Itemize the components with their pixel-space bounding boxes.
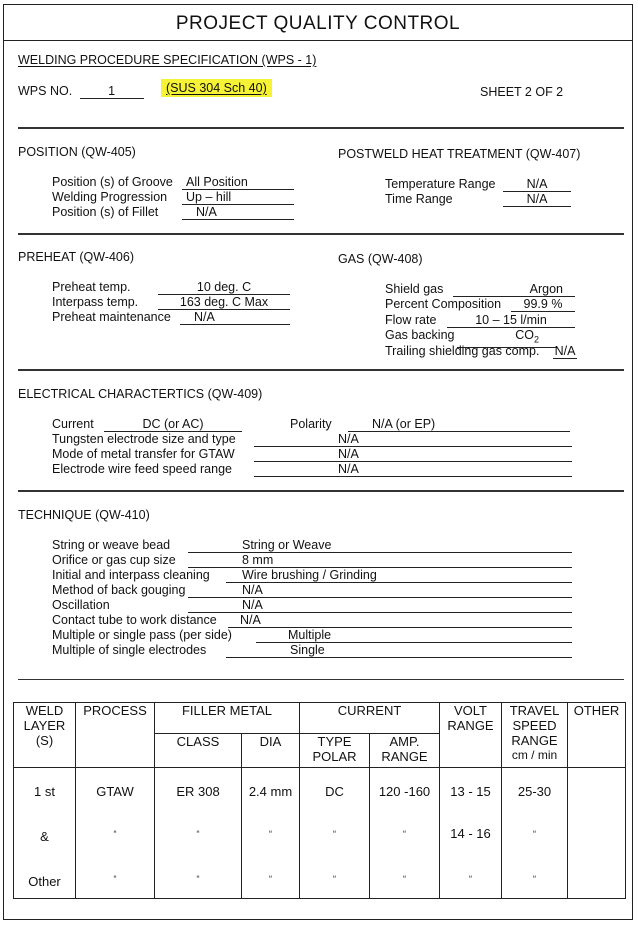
table-cell: “ [113,874,117,884]
pwht-temperature-row [385,177,571,192]
col-process: PROCESS [76,703,155,768]
preheat-maintenance-value: N/A [180,311,290,325]
technique-item [52,553,572,568]
position-groove-value: All Position [182,176,294,190]
pwht-heading: POSTWELD HEAT TREATMENT (QW-407) [338,147,581,161]
position-fillet-value: N/A [182,206,294,220]
cell-amp-range [370,768,440,899]
table-header-row [14,703,626,734]
tungsten-value: N/A [254,433,572,447]
table-cell: “ [269,829,272,839]
field-label: Initial and interpass cleaning [52,568,210,582]
table-cell: “ [403,829,406,839]
cell-type-polar [300,768,370,899]
gas-backing-subscript: 2 [533,334,539,345]
table-cell: “ [196,829,200,839]
field-value: N/A [228,614,572,628]
field-label: Contact tube to work distance [52,613,217,627]
flow-rate-value: 10 – 15 l/min [447,314,575,328]
col-dia: DIA [242,734,300,768]
field-label: Method of back gouging [52,583,186,597]
field-value: Single [226,644,572,658]
field-label: String or weave bead [52,538,171,552]
table-cell: “ [196,874,200,884]
interpass-temp-value: 163 deg. C Max [158,296,290,310]
field-label: Flow rate [385,313,437,327]
field-label: Welding Progression [52,190,168,204]
table-cell: “ [333,874,336,884]
section-divider [18,369,624,371]
travel-speed-label: TRAVEL SPEED RANGE [509,703,560,748]
field-value: Wire brushing / Grinding [226,569,572,583]
col-current: CURRENT [300,703,440,734]
table-cell: “ [533,829,536,839]
preheat-heading: PREHEAT (QW-406) [18,250,134,264]
shield-gas-row [385,282,575,297]
field-label: Percent Composition [385,297,502,311]
field-label: Polarity [290,417,332,431]
field-value: N/A [188,584,572,598]
table-cell: “ [469,874,472,884]
col-amp-range: AMP. RANGE [370,734,440,768]
table-cell: 2.4 mm [248,784,293,799]
page-title: PROJECT QUALITY CONTROL [4,5,632,41]
field-label: Interpass temp. [52,295,139,309]
travel-speed-unit: cm / min [511,748,558,762]
percent-composition-row [385,297,575,312]
position-fillet-row [52,205,294,220]
table-cell: 13 - 15 [450,784,491,799]
metal-transfer-row [52,447,572,462]
technique-item [52,598,572,613]
table-cell: ER 308 [176,784,220,799]
field-label: Position (s) of Fillet [52,205,159,219]
table-cell: “ [269,874,272,884]
tungsten-row [52,432,572,447]
interpass-temp-row [52,295,290,310]
wps-material [161,81,272,95]
table-cell: 1 st [34,784,55,799]
table-cell: 14 - 16 [450,826,491,841]
gas-heading: GAS (QW-408) [338,252,423,266]
preheat-temp-row [52,280,290,295]
technique-item [52,613,572,628]
wire-feed-row [52,462,572,477]
field-label: Trailing shielding gas comp. [385,344,540,358]
electrical-heading: ELECTRICAL CHARACTERTICS (QW-409) [18,387,263,401]
technique-item [52,643,572,658]
field-label: Time Range [385,192,453,206]
cell-dia [242,768,300,899]
technique-item [52,628,572,643]
cell-process [76,768,155,899]
field-label: Orifice or gas cup size [52,553,176,567]
trailing-gas-value: N/A [554,344,576,358]
metal-transfer-value: N/A [254,448,572,462]
col-other: OTHER [568,703,626,768]
wps-material-highlight: (SUS 304 Sch 40) [161,79,272,97]
weld-parameters-table [13,702,626,899]
field-label: Preheat temp. [52,280,131,294]
wps-spec-title: WELDING PROCEDURE SPECIFICATION (WPS - 1) [18,53,317,67]
technique-item [52,583,572,598]
percent-composition-value: 99.9 % [511,298,575,312]
sheet-number: SHEET 2 OF 2 [480,85,564,99]
current-value: DC (or AC) [104,418,242,432]
table-cell: GTAW [96,784,134,799]
gas-backing-main: CO [515,328,534,342]
cell-travel-speed [502,768,568,899]
table-cell: “ [333,829,336,839]
cell-weld-layer [14,768,76,899]
field-value: Multiple [256,629,572,643]
col-class: CLASS [155,734,242,768]
field-value: String or Weave [188,539,572,553]
col-filler-metal: FILLER METAL [155,703,300,734]
table-cell: “ [533,874,536,884]
section-divider [18,679,624,680]
col-type-polar: TYPE POLAR [300,734,370,768]
wire-feed-value: N/A [254,463,572,477]
welding-progression-value: Up – hill [182,191,294,205]
current-row [52,417,242,432]
preheat-maintenance-row [52,310,290,325]
table-cell: 25-30 [517,784,552,799]
cell-other [568,768,626,899]
field-label: Position (s) of Groove [52,175,173,189]
table-cell: “ [113,829,117,839]
polarity-value: N/A (or EP) [348,418,570,432]
section-divider [18,233,624,235]
cell-class [155,768,242,899]
table-cell: DC [325,784,344,799]
table-cell: & [40,829,49,844]
section-divider [18,490,624,492]
trailing-gas-row [385,344,577,359]
gas-backing-row [385,328,557,343]
table-cell: “ [403,874,406,884]
field-label: Tungsten electrode size and type [52,432,236,446]
welding-progression-row [52,190,294,205]
field-label: Temperature Range [385,177,496,191]
col-volt-range: VOLT RANGE [440,703,502,768]
position-groove-row [52,175,294,190]
field-label: Multiple or single pass (per side) [52,628,232,642]
table-data-row [14,768,626,899]
field-label: Shield gas [385,282,444,296]
wps-number-row [18,84,144,99]
cell-volt-range [440,768,502,899]
pwht-time-row [385,192,571,207]
field-value: 8 mm [188,554,572,568]
polarity-row [290,417,570,432]
wps-number-value: 1 [80,85,144,99]
col-travel-speed [502,703,568,768]
field-label: Mode of metal transfer for GTAW [52,447,235,461]
field-label: Preheat maintenance [52,310,171,324]
flow-rate-row [385,313,575,328]
field-label: Oscillation [52,598,110,612]
field-label: Current [52,417,94,431]
shield-gas-value: Argon [453,283,575,297]
pwht-time-value: N/A [503,193,571,207]
table-cell: 120 -160 [378,784,431,799]
technique-heading: TECHNIQUE (QW-410) [18,508,150,522]
col-weld-layer: WELD LAYER (S) [14,703,76,768]
wps-number-label: WPS NO. [18,84,73,98]
technique-item [52,538,572,553]
section-divider [18,127,624,129]
preheat-temp-value: 10 deg. C [158,281,290,295]
field-value: N/A [188,599,572,613]
field-label: Multiple of single electrodes [52,643,207,657]
field-label: Electrode wire feed speed range [52,462,232,476]
field-label: Gas backing [385,328,455,342]
position-heading: POSITION (QW-405) [18,145,136,159]
technique-item [52,568,572,583]
pwht-temperature-value: N/A [503,178,571,192]
table-cell: Other [28,874,61,889]
